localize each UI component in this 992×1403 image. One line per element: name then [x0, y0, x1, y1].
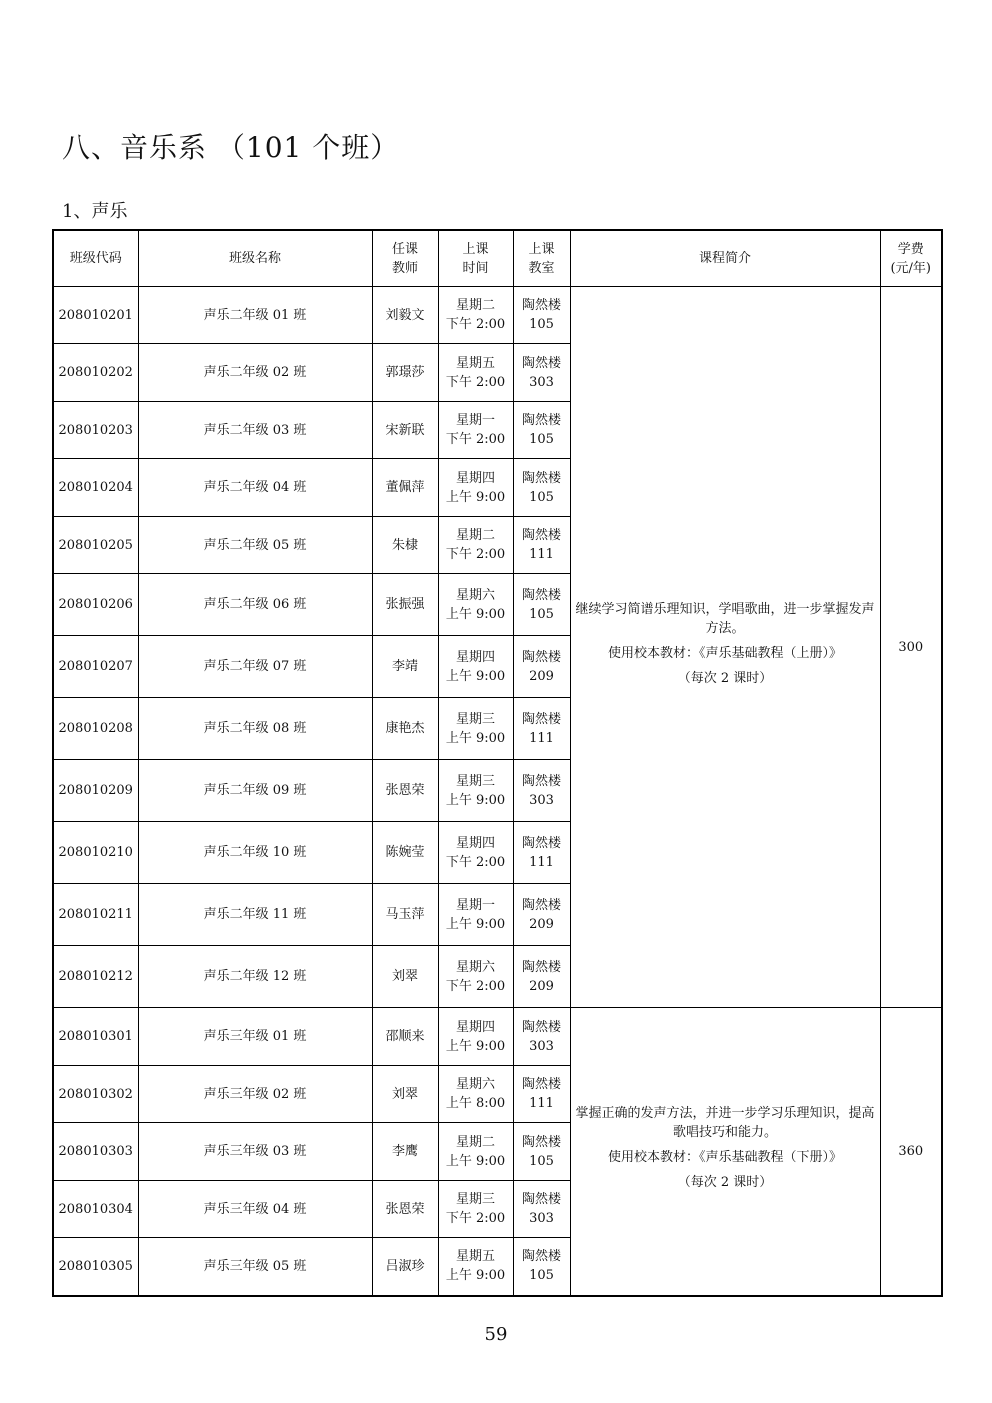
class-time — [438, 884, 513, 946]
class-time — [438, 459, 513, 517]
class-name: 声乐二年级 01 班 — [138, 287, 372, 344]
teacher-name: 刘翠 — [372, 1066, 438, 1123]
course-description — [570, 1008, 880, 1296]
class-name: 声乐三年级 03 班 — [138, 1123, 372, 1181]
course-description — [570, 287, 880, 1008]
class-hour: 下午 2:00 — [445, 374, 506, 390]
class-day: 星期五 — [455, 1249, 495, 1265]
teacher-name: 李靖 — [372, 636, 438, 698]
class-room — [513, 344, 570, 402]
class-time — [438, 287, 513, 344]
teacher-name: 康艳杰 — [372, 698, 438, 760]
class-hour: 上午 9:00 — [445, 1153, 506, 1169]
class-code: 208010301 — [53, 1008, 138, 1066]
teacher-name: 张恩荣 — [372, 1181, 438, 1238]
header-room: 上课 教室 — [513, 230, 570, 287]
class-hour: 上午 9:00 — [445, 916, 506, 932]
room-number: 303 — [529, 1211, 554, 1226]
room-number: 209 — [529, 668, 554, 684]
teacher-name: 陈婉莹 — [372, 822, 438, 884]
tuition-fee: 300 — [880, 287, 942, 1008]
room-building: 陶然楼 — [521, 1019, 561, 1035]
tuition-fee: 360 — [880, 1008, 942, 1296]
class-hour: 上午 9:00 — [445, 489, 506, 505]
teacher-name: 刘翠 — [372, 946, 438, 1008]
room-number: 303 — [529, 374, 554, 390]
class-code: 208010302 — [53, 1066, 138, 1123]
class-room — [513, 402, 570, 459]
class-name: 声乐二年级 02 班 — [138, 344, 372, 402]
class-name: 声乐二年级 09 班 — [138, 760, 372, 822]
header-time: 上课 时间 — [438, 230, 513, 287]
class-day: 星期一 — [455, 413, 495, 428]
room-building: 陶然楼 — [521, 649, 561, 665]
room-building: 陶然楼 — [521, 587, 561, 603]
room-building: 陶然楼 — [521, 413, 561, 428]
table-row — [53, 287, 942, 344]
class-name: 声乐二年级 06 班 — [138, 574, 372, 636]
class-name: 声乐二年级 03 班 — [138, 402, 372, 459]
description-line: （每次 2 课时） — [677, 1175, 773, 1191]
class-name: 声乐二年级 08 班 — [138, 698, 372, 760]
header-teacher: 任课 教师 — [372, 230, 438, 287]
class-day: 星期六 — [455, 1077, 495, 1092]
class-time — [438, 1181, 513, 1238]
header-desc: 课程简介 — [570, 230, 880, 287]
class-day: 星期四 — [455, 1019, 495, 1035]
class-time — [438, 402, 513, 459]
teacher-name: 董佩萍 — [372, 459, 438, 517]
class-hour: 上午 9:00 — [445, 730, 506, 746]
page-title: 八、音乐系 （101 个班） — [62, 131, 400, 164]
room-building: 陶然楼 — [521, 897, 561, 913]
teacher-name: 刘毅文 — [372, 287, 438, 344]
class-hour: 下午 2:00 — [445, 854, 506, 870]
class-room — [513, 760, 570, 822]
header-name: 班级名称 — [138, 230, 372, 287]
class-room — [513, 636, 570, 698]
class-room — [513, 1181, 570, 1238]
class-code: 208010303 — [53, 1123, 138, 1181]
class-time — [438, 760, 513, 822]
class-day: 星期四 — [455, 649, 495, 665]
class-code: 208010204 — [53, 459, 138, 517]
room-number: 111 — [529, 730, 554, 746]
room-building: 陶然楼 — [521, 835, 561, 851]
class-name: 声乐二年级 12 班 — [138, 946, 372, 1008]
class-time — [438, 517, 513, 574]
class-code: 208010202 — [53, 344, 138, 402]
class-room — [513, 459, 570, 517]
class-hour: 下午 2:00 — [445, 1211, 506, 1226]
class-time — [438, 1123, 513, 1181]
page-number: 59 — [484, 1324, 508, 1345]
room-number: 105 — [529, 1153, 554, 1169]
class-day: 星期四 — [455, 470, 495, 486]
class-code: 208010207 — [53, 636, 138, 698]
class-hour: 下午 2:00 — [445, 547, 506, 562]
room-building: 陶然楼 — [521, 1134, 561, 1150]
header-code: 班级代码 — [53, 230, 138, 287]
class-hour: 上午 9:00 — [445, 1268, 506, 1284]
class-name: 声乐二年级 04 班 — [138, 459, 372, 517]
class-day: 星期六 — [455, 587, 495, 603]
class-room — [513, 517, 570, 574]
class-time — [438, 822, 513, 884]
class-name: 声乐三年级 02 班 — [138, 1066, 372, 1123]
class-day: 星期二 — [455, 298, 495, 313]
class-hour: 上午 8:00 — [445, 1096, 506, 1111]
room-number: 105 — [529, 489, 554, 505]
room-building: 陶然楼 — [521, 355, 561, 371]
teacher-name: 宋新联 — [372, 402, 438, 459]
class-code: 208010203 — [53, 402, 138, 459]
teacher-name: 李鹰 — [372, 1123, 438, 1181]
class-room — [513, 574, 570, 636]
class-hour: 上午 9:00 — [445, 606, 506, 622]
teacher-name: 邵顺来 — [372, 1008, 438, 1066]
class-code: 208010209 — [53, 760, 138, 822]
class-room — [513, 822, 570, 884]
class-name: 声乐三年级 05 班 — [138, 1238, 372, 1296]
course-table — [52, 229, 943, 1297]
teacher-name: 朱棣 — [372, 517, 438, 574]
class-room — [513, 1008, 570, 1066]
class-time — [438, 1008, 513, 1066]
table-row — [53, 1008, 942, 1066]
class-name: 声乐二年级 05 班 — [138, 517, 372, 574]
class-day: 星期二 — [455, 528, 495, 543]
class-code: 208010210 — [53, 822, 138, 884]
room-number: 105 — [529, 1268, 554, 1284]
room-building: 陶然楼 — [521, 773, 561, 789]
class-name: 声乐二年级 10 班 — [138, 822, 372, 884]
class-room — [513, 1238, 570, 1296]
class-code: 208010305 — [53, 1238, 138, 1296]
class-name: 声乐二年级 11 班 — [138, 884, 372, 946]
class-time — [438, 946, 513, 1008]
teacher-name: 张恩荣 — [372, 760, 438, 822]
class-time — [438, 344, 513, 402]
room-number: 303 — [529, 1038, 554, 1054]
room-building: 陶然楼 — [521, 1077, 561, 1092]
class-time — [438, 698, 513, 760]
class-room — [513, 946, 570, 1008]
class-day: 星期六 — [455, 959, 495, 975]
class-time — [438, 1238, 513, 1296]
room-number: 105 — [529, 317, 554, 332]
room-number: 111 — [529, 547, 554, 562]
room-number: 105 — [529, 606, 554, 622]
class-hour: 上午 9:00 — [445, 668, 506, 684]
class-time — [438, 574, 513, 636]
class-code: 208010201 — [53, 287, 138, 344]
teacher-name: 郭璟莎 — [372, 344, 438, 402]
description-line: （每次 2 课时） — [677, 671, 773, 686]
description-line: 掌握正确的发声方法，并进一步学习乐理知识，提高歌唱技巧和能力。 — [575, 1106, 875, 1141]
room-number: 209 — [529, 916, 554, 932]
class-hour: 下午 2:00 — [445, 432, 506, 447]
room-building: 陶然楼 — [521, 528, 561, 543]
class-day: 星期三 — [455, 1192, 495, 1207]
class-room — [513, 1123, 570, 1181]
class-hour: 上午 9:00 — [445, 1038, 506, 1054]
class-name: 声乐二年级 07 班 — [138, 636, 372, 698]
class-hour: 上午 9:00 — [445, 792, 506, 808]
teacher-name: 张振强 — [372, 574, 438, 636]
class-code: 208010304 — [53, 1181, 138, 1238]
class-day: 星期一 — [455, 897, 495, 913]
class-room — [513, 884, 570, 946]
class-time — [438, 1066, 513, 1123]
table-header-row — [53, 230, 942, 287]
class-room — [513, 287, 570, 344]
header-fee: 学费 (元/年) — [880, 230, 942, 287]
class-time — [438, 636, 513, 698]
room-number: 209 — [529, 978, 554, 994]
teacher-name: 吕淑珍 — [372, 1238, 438, 1296]
section-title: 1、声乐 — [62, 201, 128, 222]
class-code: 208010211 — [53, 884, 138, 946]
room-building: 陶然楼 — [521, 298, 561, 313]
class-hour: 下午 2:00 — [445, 317, 506, 332]
room-number: 111 — [529, 1096, 554, 1111]
class-code: 208010212 — [53, 946, 138, 1008]
class-room — [513, 698, 570, 760]
teacher-name: 马玉萍 — [372, 884, 438, 946]
room-number: 111 — [529, 854, 554, 870]
room-building: 陶然楼 — [521, 959, 561, 975]
room-building: 陶然楼 — [521, 711, 561, 727]
description-line: 使用校本教材：《声乐基础教程（上册）》 — [607, 646, 842, 661]
class-day: 星期五 — [455, 355, 495, 371]
room-number: 105 — [529, 432, 554, 447]
room-building: 陶然楼 — [521, 1249, 561, 1265]
class-day: 星期二 — [455, 1134, 495, 1150]
class-name: 声乐三年级 01 班 — [138, 1008, 372, 1066]
class-day: 星期四 — [455, 835, 495, 851]
room-number: 303 — [529, 792, 554, 808]
class-hour: 下午 2:00 — [445, 978, 506, 994]
class-name: 声乐三年级 04 班 — [138, 1181, 372, 1238]
description-line: 继续学习简谱乐理知识，学唱歌曲，进一步掌握发声方法。 — [575, 602, 875, 636]
room-building: 陶然楼 — [521, 1192, 561, 1207]
description-line: 使用校本教材：《声乐基础教程（下册）》 — [607, 1150, 842, 1166]
class-room — [513, 1066, 570, 1123]
class-code: 208010206 — [53, 574, 138, 636]
class-code: 208010208 — [53, 698, 138, 760]
class-code: 208010205 — [53, 517, 138, 574]
room-building: 陶然楼 — [521, 470, 561, 486]
class-day: 星期三 — [455, 773, 495, 789]
class-day: 星期三 — [455, 711, 495, 727]
